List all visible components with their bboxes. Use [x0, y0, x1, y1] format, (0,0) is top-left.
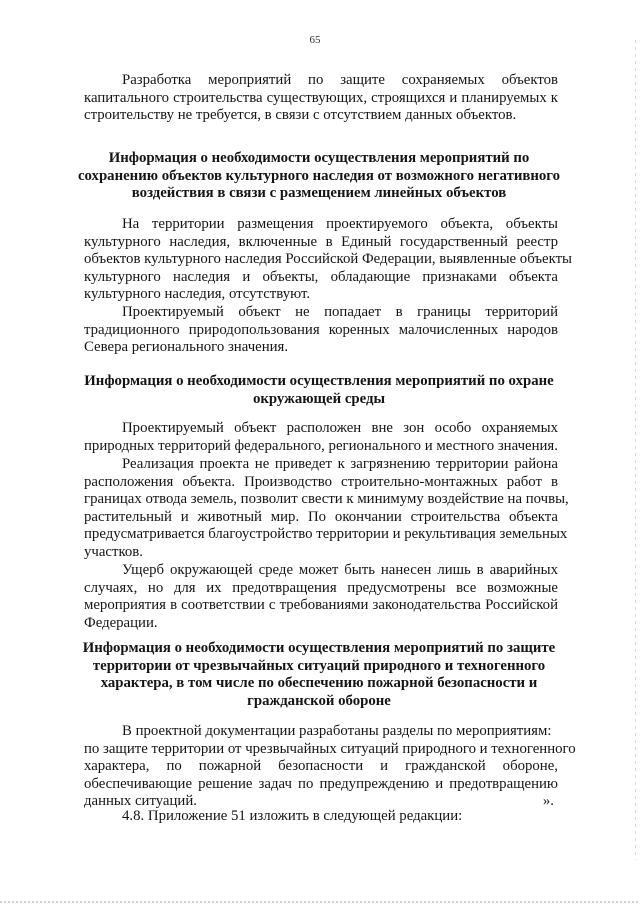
heading-line: воздействия в связи с размещением линейных объектов — [131, 185, 507, 202]
text-line: Севера регионального значения. — [84, 339, 289, 356]
text-line: объектов культурного наследия Российской Федерации, выявленные объекты — [84, 251, 572, 268]
heading-line: гражданской обороне — [247, 692, 391, 709]
text-line: Проектируемый объект расположен вне зон особо охраняемых — [122, 420, 558, 436]
text-line: природных территорий федерального, регионального и местного значения. — [84, 437, 558, 454]
text-line: растительный и животный мир. По окончании строительства объекта — [84, 508, 558, 525]
text-line: характера, по пожарной безопасности и гражданской обороне, — [84, 758, 558, 775]
text-line: На территории размещения проектируемого объекта, объекты — [122, 216, 558, 232]
text-line: культурного наследия, включенные в Единый государственный реестр — [84, 233, 558, 250]
heading-environment — [74, 373, 564, 408]
heading-line: Информация о необходимости осуществления мероприятий по защите — [82, 640, 556, 656]
heading-line: сохранению объектов культурного наследия от возможного негативного — [77, 167, 561, 184]
text-line: 4.8. Приложение 51 изложить в следующей редакции: — [122, 808, 463, 824]
paragraph-environmental-damage — [84, 562, 558, 632]
text-line: капитального строительства существующих, строящихся и планируемых к — [84, 89, 558, 106]
heading-emergencies — [74, 640, 564, 710]
text-line: обеспечивающие решение задач по предупреждению и предотвращению — [84, 775, 558, 792]
closing-quote: ». — [542, 793, 554, 810]
text-line: Федерации. — [84, 614, 158, 631]
text-line: Реализация проекта не приведет к загрязнению территории района — [122, 456, 558, 472]
paragraph-design-documentation — [84, 723, 576, 811]
heading-line: характера, в том числе по обеспечению пожарной безопасности и — [100, 675, 538, 692]
paragraph-heritage-objects — [84, 216, 572, 304]
paragraph-demolition — [84, 72, 558, 125]
heading-line: окружающей среды — [252, 390, 386, 407]
text-line: границах отвода земель, позволит свести к минимуму воздействие на почвы, — [84, 491, 569, 508]
paragraph-project-impact — [84, 456, 569, 562]
paragraph-appendix-instruction — [84, 808, 558, 826]
text-line: культурного наследия и объекты, обладающие признаками объекта — [84, 268, 558, 285]
text-line: расположения объекта. Производство строительно-монтажных работ в — [84, 473, 558, 490]
text-line: традиционного природопользования коренных малочисленных народов — [84, 321, 558, 338]
text-line: данных ситуаций. — [84, 793, 197, 810]
page-number: 65 — [309, 34, 321, 46]
text-line: случаях, но для их предотвращения предусмотрены все возможные — [84, 579, 558, 596]
heading-line: территории от чрезвычайных ситуаций природного и техногенного — [92, 657, 546, 674]
text-line: строительству не требуется, в связи с отсутствием данных объектов. — [84, 107, 517, 124]
text-line: культурного наследия, отсутствуют. — [84, 286, 311, 303]
text-line: мероприятия в соответствии с требованиями законодательства Российской — [84, 597, 558, 614]
heading-cultural-heritage — [74, 150, 564, 203]
text-line: В проектной документации разработаны разделы по мероприятиям: — [122, 723, 552, 739]
scan-edge-bottom — [0, 901, 640, 903]
paragraph-protected-areas — [84, 420, 558, 455]
text-line: по защите территории от чрезвычайных ситуаций природного и техногенного — [84, 740, 576, 757]
scan-edge-right — [635, 40, 636, 860]
heading-line: Информация о необходимости осуществления мероприятий по — [108, 150, 530, 166]
heading-line: Информация о необходимости осуществления мероприятий по охране — [84, 373, 554, 389]
text-line: Ущерб окружающей среде может быть нанесен лишь в аварийных — [122, 562, 558, 578]
text-line: Проектируемый объект не попадает в границы территорий — [122, 304, 558, 320]
paragraph-traditional-lands — [84, 304, 558, 357]
text-line: участков. — [84, 543, 143, 560]
text-line: предусматривается благоустройство территории и рекультивация земельных — [84, 526, 568, 543]
text-line: Разработка мероприятий по защите сохраняемых объектов — [122, 72, 558, 88]
